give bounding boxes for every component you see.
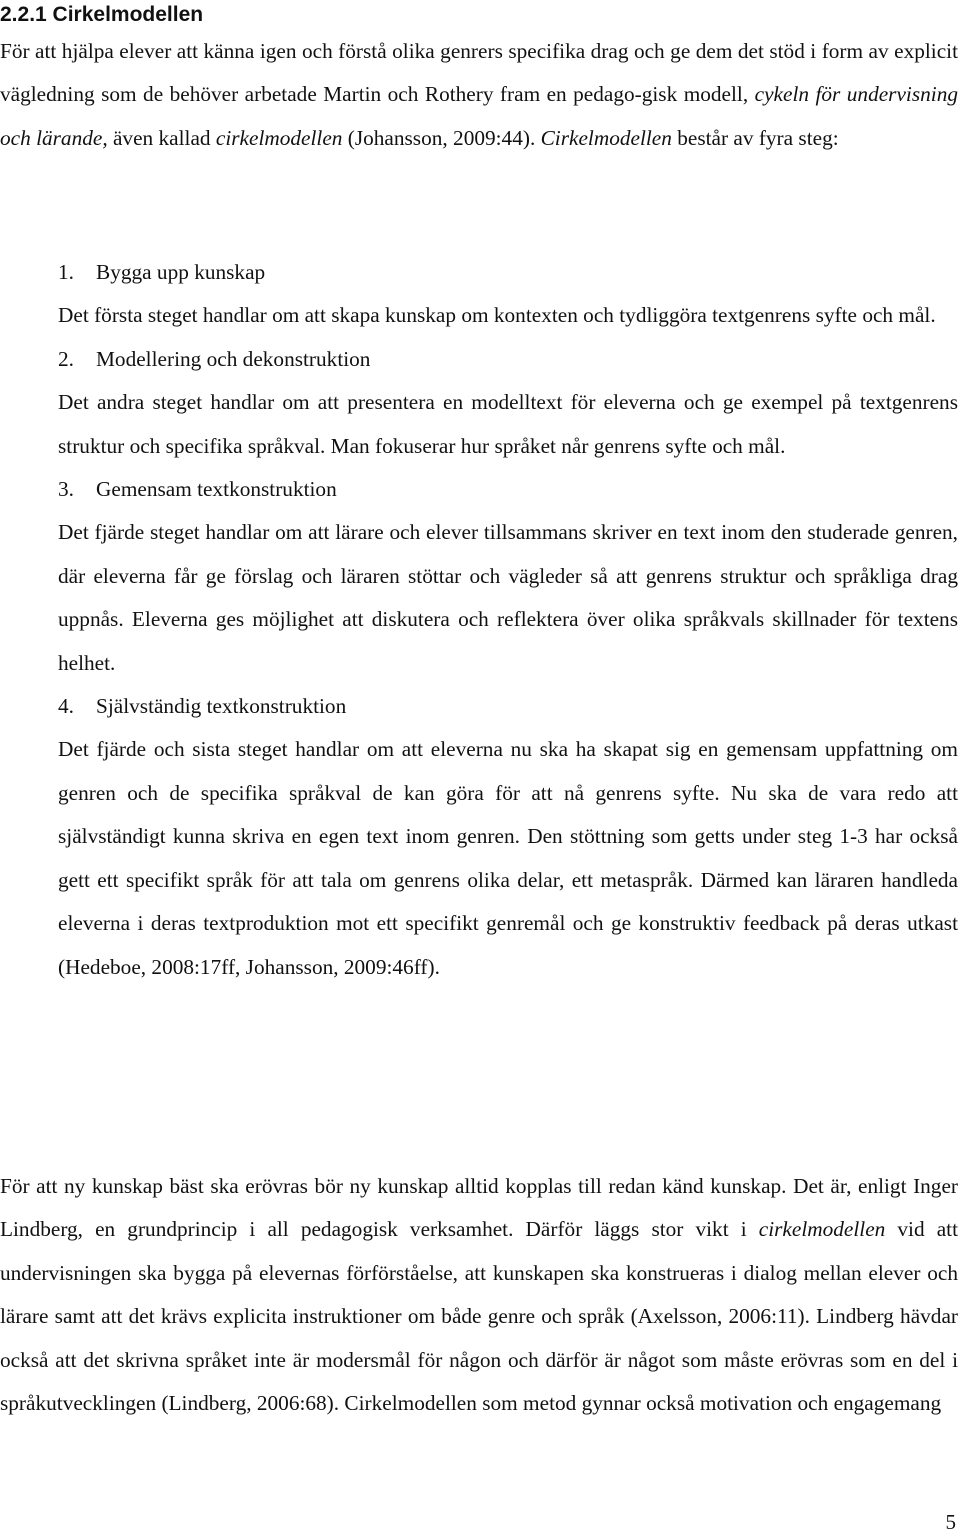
step-title: Gemensam textkonstruktion (96, 477, 337, 502)
closing-italic-cirkelmodellen: cirkelmodellen (758, 1217, 886, 1242)
closing-text-3: vid att undervisningen ska bygga på elevernas förförståelse, att kunskapen ska konstrueras i dialog mellan elever och lärare samt att det krävs explicita instruktioner om både genre och språk (Axelsson, 2006:11). Lindberg hävdar också att det skrivna språket inte är modersmål för någon och därför är något som måste erövras som en del i språkutvecklingen (Lindberg, 2006:68). Cirkelmodellen som metod gynnar också motivation och engagemang (0, 1217, 959, 1416)
step-title: Bygga upp kunskap (96, 260, 266, 284)
page-number: 5 (945, 1510, 956, 1534)
intro-text-3: även kallad (107, 125, 216, 150)
step-number: 1. (58, 260, 74, 284)
step-description: Det fjärde och sista steget handlar om att eleverna nu ska ha skapat sig en gemensam uppfattning om genren och de specifika språkval de kan göra för att nå genrens syfte. Nu ska de vara redo att självständigt kunna skriva en egen text inom genren. Den stöttning som getts under steg 1-3 har också gett ett specifikt språk för att tala om genrens olika delar, ett metaspråk. Därmed kan läraren handleda eleverna i deras textproduktion mot ett specifikt genremål och ge konstruktiv feedback på deras utkast (Hedeboe, 2008:17ff, Johansson, 2009:46ff). (58, 737, 958, 979)
intro-text-7: består av fyra steg: (671, 125, 839, 150)
intro-text-1: För att hjälpa elever att känna igen och förstå olika genrers specifika drag och ge dem det stöd i form av explicit vägledning som de behöver arbetade Martin och Rothery fram en pedago-gisk modell, (0, 39, 958, 107)
step-item (58, 251, 958, 338)
step-number: 2. (58, 346, 74, 371)
step-number: 3. (58, 477, 74, 502)
intro-italic-cykeln: cykeln för undervisning och lärande, (0, 82, 958, 150)
steps-list (58, 251, 958, 989)
step-title-line (58, 338, 958, 381)
closing-paragraph (0, 1165, 958, 1425)
intro-paragraph (0, 30, 958, 160)
step-description: Det första steget handlar om att skapa kunskap om kontexten och tydliggöra textgenrens syfte och mål. (58, 303, 936, 328)
intro-italic-cirkelmodellen-2: Cirkelmodellen (540, 125, 672, 150)
step-item (58, 468, 958, 685)
step-title: Modellering och dekonstruktion (96, 346, 371, 371)
intro-text-5: (Johansson, 2009:44). (342, 125, 541, 150)
closing-text-1: För att ny kunskap bäst ska erövras bör ny kunskap alltid kopplas till redan känd kunskap. Det är, enligt Inger Lindberg, en grundprincip i all pedagogisk verksamhet. Därför läggs stor vikt i (0, 1174, 958, 1242)
step-number: 4. (58, 694, 74, 719)
step-title-line (58, 468, 958, 511)
step-title-line (58, 251, 958, 294)
step-item (58, 685, 958, 989)
step-description: Det fjärde steget handlar om att lärare och elever tillsammans skriver en text inom den studerade genren, där eleverna får ge förslag och läraren stöttar och vägleder så att genrens struktur och språkliga drag uppnås. Eleverna ges möjlighet att diskutera och reflektera över olika språkvals skillnader för textens helhet. (58, 520, 958, 675)
step-title: Självständig textkonstruktion (96, 694, 347, 719)
intro-italic-cirkelmodellen: cirkelmodellen (215, 125, 343, 150)
step-title-line (58, 685, 958, 728)
step-item (58, 338, 958, 468)
section-heading: 2.2.1 Cirkelmodellen (0, 3, 204, 26)
step-description: Det andra steget handlar om att presentera en modelltext för eleverna och ge exempel på textgenrens struktur och specifika språkval. Man fokuserar hur språket når genrens syfte och mål. (58, 390, 958, 458)
